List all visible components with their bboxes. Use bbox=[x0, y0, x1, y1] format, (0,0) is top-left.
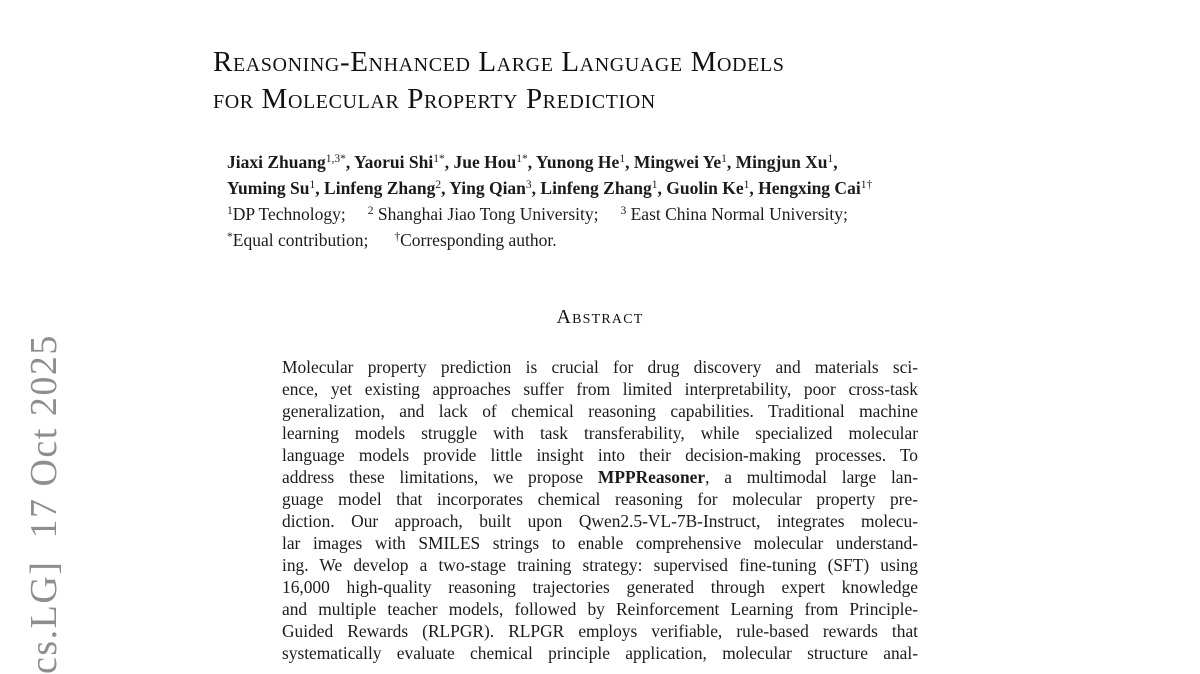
affiliation-text: DP Technology; bbox=[232, 204, 346, 224]
abstract-line: generalization, and lack of chemical reasoning capabilities. Traditional machine bbox=[282, 401, 918, 421]
affiliation-text: East China Normal University; bbox=[626, 204, 848, 224]
paper-title-line-2: for Molecular Property Prediction bbox=[213, 83, 656, 115]
equal-contribution-note bbox=[227, 230, 368, 250]
author-name: Yunong He bbox=[535, 152, 620, 172]
affiliation-line bbox=[227, 201, 967, 227]
abstract-line: 16,000 high-quality reasoning trajectories generated through expert knowledge bbox=[282, 577, 918, 597]
paper-title-line-1: Reasoning-Enhanced Large Language Models bbox=[213, 46, 785, 78]
abstract-heading: Abstract bbox=[556, 306, 644, 328]
abstract-line-clipped: systematically evaluate chemical principle application, molecular structure anal- bbox=[282, 643, 918, 663]
abstract-line: language models provide little insight into their decision-making processes. To bbox=[282, 445, 918, 465]
author-separator: , bbox=[625, 152, 634, 172]
corresponding-author-note bbox=[394, 230, 556, 250]
author-name: Jue Hou bbox=[453, 152, 517, 172]
abstract-line: learning models struggle with task transferability, while specialized molecular bbox=[282, 423, 918, 443]
affiliation-superscript: 1 bbox=[227, 205, 233, 217]
contribution-note-line bbox=[227, 227, 967, 253]
author-name: Hengxing Cai bbox=[758, 178, 861, 198]
author-superscript: 1 bbox=[619, 153, 626, 165]
author-superscript: 1 bbox=[827, 153, 834, 165]
abstract-line: diction. Our approach, built upon Qwen2.5-VL-7B-Instruct, integrates molecu- bbox=[282, 511, 918, 531]
author-separator: , bbox=[657, 178, 667, 198]
author-superscript: 1 bbox=[743, 179, 750, 191]
author-superscript: 1 bbox=[309, 179, 316, 191]
author-block bbox=[227, 149, 967, 253]
author-separator: , bbox=[315, 178, 325, 198]
author-superscript: 3 bbox=[525, 179, 532, 191]
abstract-line: Guided Rewards (RLPGR). RLPGR employs verifiable, rule-based rewards that bbox=[282, 621, 918, 641]
abstract-text-segment: address these limitations, we propose bbox=[282, 467, 598, 487]
note-text: Equal contribution; bbox=[232, 230, 369, 250]
paper-title bbox=[213, 44, 784, 118]
note-marker: * bbox=[227, 231, 233, 243]
author-name: Yuming Su bbox=[227, 178, 310, 198]
author-separator: , bbox=[444, 152, 454, 172]
author-name: Ying Qian bbox=[449, 178, 526, 198]
abstract-text-segment: , a multimodal large lan- bbox=[705, 467, 918, 487]
model-name-bold: MPPReasoner bbox=[597, 467, 706, 487]
author-separator: , bbox=[531, 178, 541, 198]
note-marker: † bbox=[394, 231, 401, 243]
author-line-1 bbox=[227, 149, 967, 175]
abstract-line: ing. We develop a two-stage training strategy: supervised fine-tuning (SFT) using bbox=[282, 555, 918, 575]
abstract-line: and multiple teacher models, followed by Reinforcement Learning from Principle- bbox=[282, 599, 918, 619]
abstract-line: guage model that incorporates chemical reasoning for molecular property pre- bbox=[282, 489, 918, 509]
author-separator: , bbox=[726, 152, 736, 172]
author-superscript: 1† bbox=[860, 179, 873, 191]
affiliation-superscript: 2 bbox=[367, 205, 374, 217]
abstract-line-with-model-name bbox=[282, 466, 918, 488]
affiliation-superscript: 3 bbox=[620, 205, 627, 217]
author-separator: , bbox=[833, 152, 838, 172]
author-superscript: 1* bbox=[433, 153, 445, 165]
affiliation-item bbox=[227, 204, 346, 224]
author-name: Mingwei Ye bbox=[633, 152, 722, 172]
author-name: Mingjun Xu bbox=[735, 152, 828, 172]
author-line-2 bbox=[227, 175, 967, 201]
note-text: Corresponding author. bbox=[400, 230, 557, 250]
author-superscript: 1* bbox=[516, 153, 528, 165]
author-name: Linfeng Zhang bbox=[324, 178, 436, 198]
affiliation-text: Shanghai Jiao Tong University; bbox=[373, 204, 599, 224]
author-separator: , bbox=[345, 152, 354, 172]
affiliation-item bbox=[620, 204, 847, 224]
abstract-line: ence, yet existing approaches suffer from limited interpretability, poor cross-task bbox=[282, 379, 918, 399]
author-superscript: 1 bbox=[651, 179, 658, 191]
author-name: Guolin Ke bbox=[666, 178, 744, 198]
author-superscript: 1 bbox=[721, 153, 727, 165]
abstract-body bbox=[282, 356, 918, 664]
author-separator: , bbox=[441, 178, 450, 198]
abstract-line: Molecular property prediction is crucial for drug discovery and materials sci- bbox=[282, 357, 918, 377]
author-name: Jiaxi Zhuang bbox=[227, 152, 326, 172]
author-superscript: 1,3* bbox=[325, 153, 346, 165]
author-separator: , bbox=[527, 152, 536, 172]
author-separator: , bbox=[749, 178, 759, 198]
arxiv-watermark-text: cs.LG] 17 Oct 2025 bbox=[23, 334, 65, 674]
author-name: Yaorui Shi bbox=[353, 152, 434, 172]
abstract-line: lar images with SMILES strings to enable comprehensive molecular understand- bbox=[282, 533, 918, 553]
affiliation-item bbox=[368, 204, 599, 224]
author-name: Linfeng Zhang bbox=[540, 178, 652, 198]
author-superscript: 2 bbox=[435, 179, 442, 191]
